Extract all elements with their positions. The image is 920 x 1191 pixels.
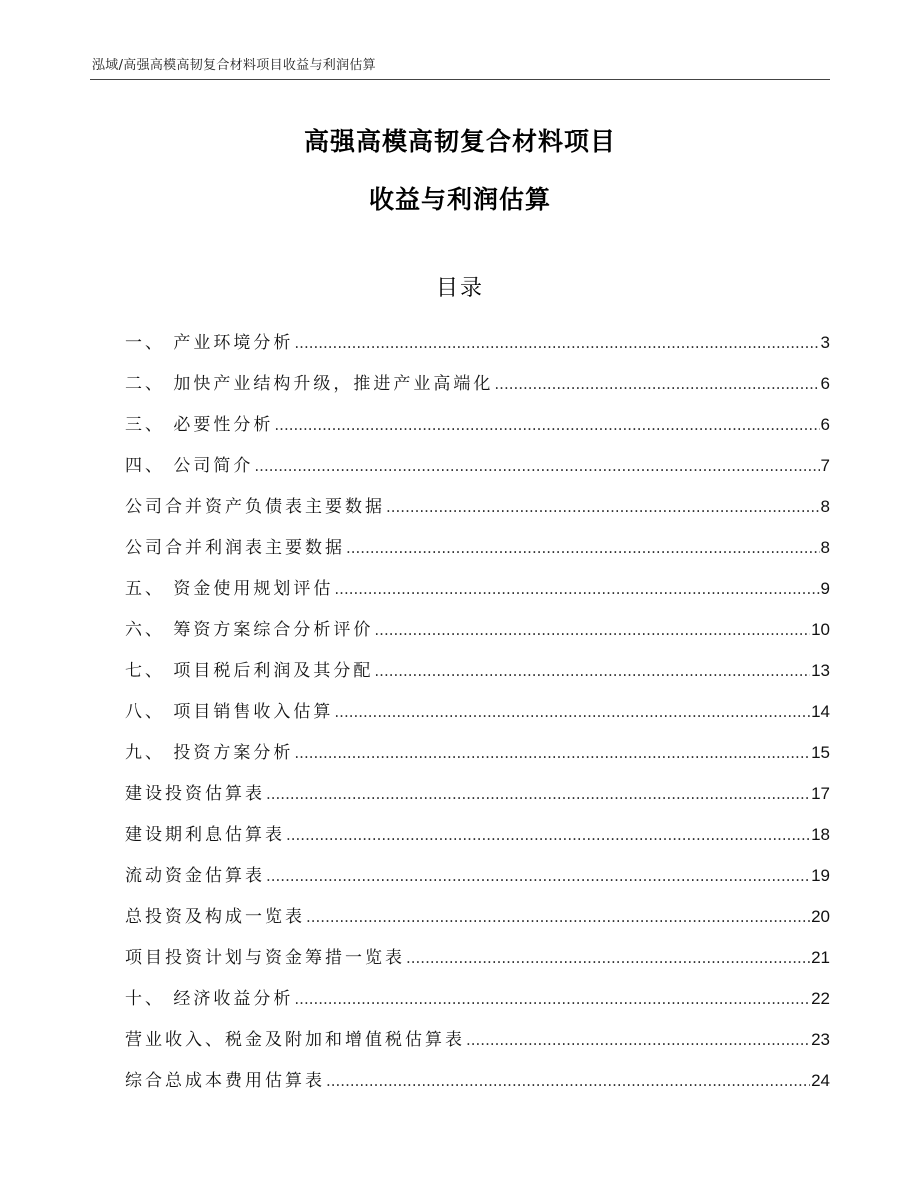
toc-entry-page: 18 xyxy=(811,825,830,844)
toc-entry-page: 9 xyxy=(820,579,830,598)
toc-entry-label: 六、 筹资方案综合分析评价 xyxy=(125,620,374,640)
toc-entry-page: 8 xyxy=(820,538,830,557)
toc-entry[interactable] xyxy=(125,527,830,568)
toc-leader-dots xyxy=(306,897,810,938)
toc-leader-dots xyxy=(294,979,810,1020)
toc-entry-page: 6 xyxy=(820,415,830,434)
toc-leader-dots xyxy=(406,938,810,979)
toc-entry[interactable] xyxy=(125,773,830,814)
toc-entry-label: 四、 公司简介 xyxy=(125,456,254,476)
toc-entry-label: 三、 必要性分析 xyxy=(125,415,274,435)
toc-entry[interactable] xyxy=(125,978,830,1019)
toc-entry-label: 建设投资估算表 xyxy=(125,784,265,804)
toc-entry-page: 3 xyxy=(820,333,830,352)
table-of-contents xyxy=(125,322,830,1101)
toc-entry[interactable] xyxy=(125,404,830,445)
toc-entry-label: 五、 资金使用规划评估 xyxy=(125,579,334,599)
toc-entry-label: 八、 项目销售收入估算 xyxy=(125,702,334,722)
toc-entry-label: 流动资金估算表 xyxy=(125,866,265,886)
toc-entry[interactable] xyxy=(125,855,830,896)
toc-leader-dots xyxy=(266,856,810,897)
toc-entry-page: 22 xyxy=(811,989,830,1008)
document-title-line-2: 收益与利润估算 xyxy=(368,185,551,214)
toc-entry-page: 8 xyxy=(820,497,830,516)
running-header: 泓域/高强高模高韧复合材料项目收益与利润估算 xyxy=(92,58,376,73)
toc-entry-label: 公司合并资产负债表主要数据 xyxy=(125,497,385,517)
toc-entry-page: 19 xyxy=(811,866,830,885)
toc-entry-label: 综合总成本费用估算表 xyxy=(125,1071,325,1091)
toc-entry[interactable] xyxy=(125,814,830,855)
toc-entry[interactable] xyxy=(125,691,830,732)
toc-leader-dots xyxy=(274,405,819,446)
toc-entry[interactable] xyxy=(125,1060,830,1101)
toc-entry-label: 七、 项目税后利润及其分配 xyxy=(125,661,374,681)
toc-entry-page: 21 xyxy=(811,948,830,967)
toc-entry-label: 一、 产业环境分析 xyxy=(125,333,294,353)
toc-entry-page: 10 xyxy=(811,620,830,639)
toc-entry[interactable] xyxy=(125,609,830,650)
toc-leader-dots xyxy=(466,1020,810,1061)
toc-leader-dots xyxy=(254,446,819,487)
toc-entry-page: 24 xyxy=(811,1071,830,1090)
toc-entry-label: 公司合并利润表主要数据 xyxy=(125,538,345,558)
toc-entry-label: 二、 加快产业结构升级，推进产业高端化 xyxy=(125,374,494,394)
toc-entry-label: 十、 经济收益分析 xyxy=(125,989,294,1009)
toc-leader-dots xyxy=(334,569,819,610)
toc-leader-dots xyxy=(294,323,819,364)
toc-entry-page: 15 xyxy=(811,743,830,762)
toc-entry-label: 项目投资计划与资金筹措一览表 xyxy=(125,948,405,968)
toc-entry[interactable] xyxy=(125,322,830,363)
toc-leader-dots xyxy=(334,692,810,733)
toc-entry-page: 7 xyxy=(820,456,830,475)
toc-entry[interactable] xyxy=(125,896,830,937)
toc-heading: 目录 xyxy=(435,276,484,301)
toc-entry-page: 14 xyxy=(811,702,830,721)
toc-entry[interactable] xyxy=(125,1019,830,1060)
document-title-line-1: 高强高模高韧复合材料项目 xyxy=(303,127,616,156)
toc-leader-dots xyxy=(326,1061,810,1102)
toc-entry-label: 总投资及构成一览表 xyxy=(125,907,305,927)
toc-entry-page: 6 xyxy=(820,374,830,393)
toc-leader-dots xyxy=(386,487,820,528)
toc-entry[interactable] xyxy=(125,486,830,527)
toc-entry-page: 13 xyxy=(811,661,830,680)
toc-entry-label: 建设期利息估算表 xyxy=(125,825,285,845)
toc-entry[interactable] xyxy=(125,363,830,404)
toc-entry[interactable] xyxy=(125,568,830,609)
toc-leader-dots xyxy=(494,364,819,405)
header-divider xyxy=(90,79,830,80)
toc-entry-page: 23 xyxy=(811,1030,830,1049)
toc-entry[interactable] xyxy=(125,650,830,691)
toc-entry-label: 九、 投资方案分析 xyxy=(125,743,294,763)
toc-entry[interactable] xyxy=(125,732,830,773)
toc-entry-page: 17 xyxy=(811,784,830,803)
toc-entry[interactable] xyxy=(125,445,830,486)
toc-leader-dots xyxy=(266,774,810,815)
toc-leader-dots xyxy=(286,815,810,856)
toc-leader-dots xyxy=(374,651,810,692)
toc-entry[interactable] xyxy=(125,937,830,978)
toc-leader-dots xyxy=(346,528,820,569)
toc-entry-label: 营业收入、税金及附加和增值税估算表 xyxy=(125,1030,465,1050)
toc-leader-dots xyxy=(374,610,810,651)
toc-entry-page: 20 xyxy=(811,907,830,926)
toc-leader-dots xyxy=(294,733,810,774)
